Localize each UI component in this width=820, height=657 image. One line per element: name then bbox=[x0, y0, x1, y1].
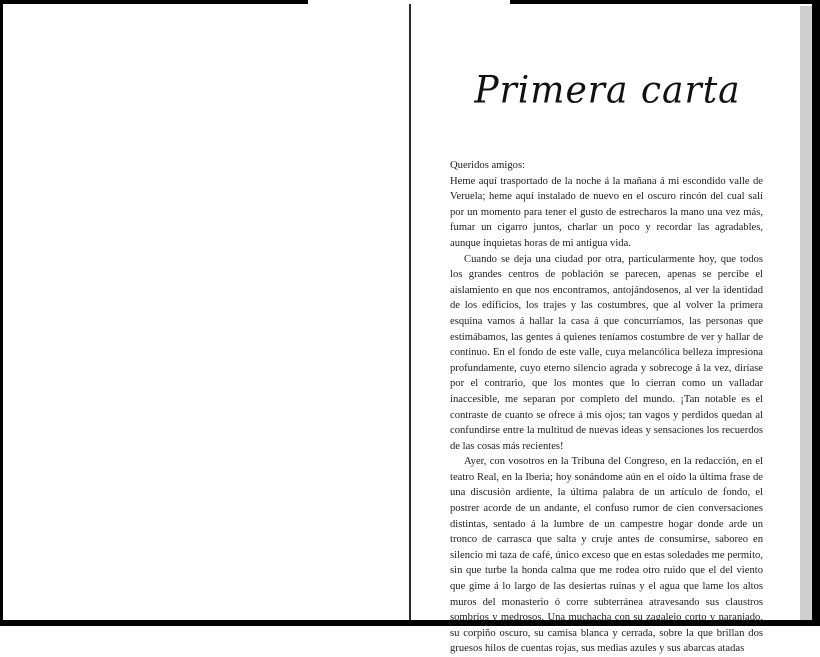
paragraph: Ayer, con vosotros en la Tribuna del Congreso, en la redacción, en el teatro Real, en la Iberia; hoy sonándome aún en el oído la última frase de una discusión ardiente, la última palabra de un artículo de fondo, el postrer acorde de un andante, el confuso rumor de cien conversaciones distintas, sentado á la lumbre de un campestre hogar donde arde un tronco de carrasca que salta y cruje antes de consumirse, saboreo en silencio mi taza de café, único exceso que en estas soledades me permito, sin que turbe la honda calma que me rodea otro ruido que el del viento que gime á lo largo de las desiertas ruinas y el agua que lame los altos muros del monasterio ó corre subterránea atravesando sus claustros sombríos y medrosos. Una muchacha con su zagalejo corto y naranjado, su corpiño oscuro, su camisa blanca y cerrada, sobre la que brillan dos gruesos hilos de cuentas rojas, sus medias azules y sus abarcas atadas bbox=[450, 456, 763, 655]
book-spine bbox=[409, 4, 411, 620]
top-border-gap bbox=[308, 0, 510, 4]
paragraph: Heme aquí trasportado de la noche á la mañana á mi escondido valle de Veruela; heme aquí instalado de nuevo en el oscuro rincón del cual salí por un momento para tener el gusto de estrecharos la mano una vez más, fumar un cigarro juntos, charlar un poco y recordar las agradables, aunque inquietas horas de mi antigua vida. bbox=[450, 175, 763, 249]
left-page bbox=[3, 4, 409, 620]
paragraph: Cuando se deja una ciudad por otra, particularmente hoy, que todos los grandes centros de población se parecen, apenas se percibe el aislamiento en que nos encontramos, antojándosenos, al ver la identidad de los edificios, los trajes y las costumbres, que al volver la primera esquina vamos á hallar la casa á que concurríamos, las personas que estimábamos, las gentes á quienes teníamos costumbre de ver y hallar de continuo. En el fondo de este valle, cuya melancólica belleza impresiona profundamente, cuyo eterno silencio agrada y sobrecoge á la vez, diríase por el contrario, que los montes que lo cierran como un valladar inaccesible, me separan por completo del mundo. ¡Tan notable es el contraste de cuanto se ofrece á mis ojos; tan vagos y perdidos quedan al confundirse entre la multitud de nuevas ideas y sensaciones los recuerdos de las cosas más recientes! bbox=[450, 253, 763, 452]
salutation: Queridos amigos: bbox=[450, 160, 526, 171]
left-border bbox=[0, 0, 3, 626]
letter-body bbox=[450, 158, 763, 657]
page-edge-shade bbox=[800, 6, 812, 620]
right-border bbox=[812, 0, 820, 626]
chapter-title: Primera carta bbox=[474, 68, 741, 113]
